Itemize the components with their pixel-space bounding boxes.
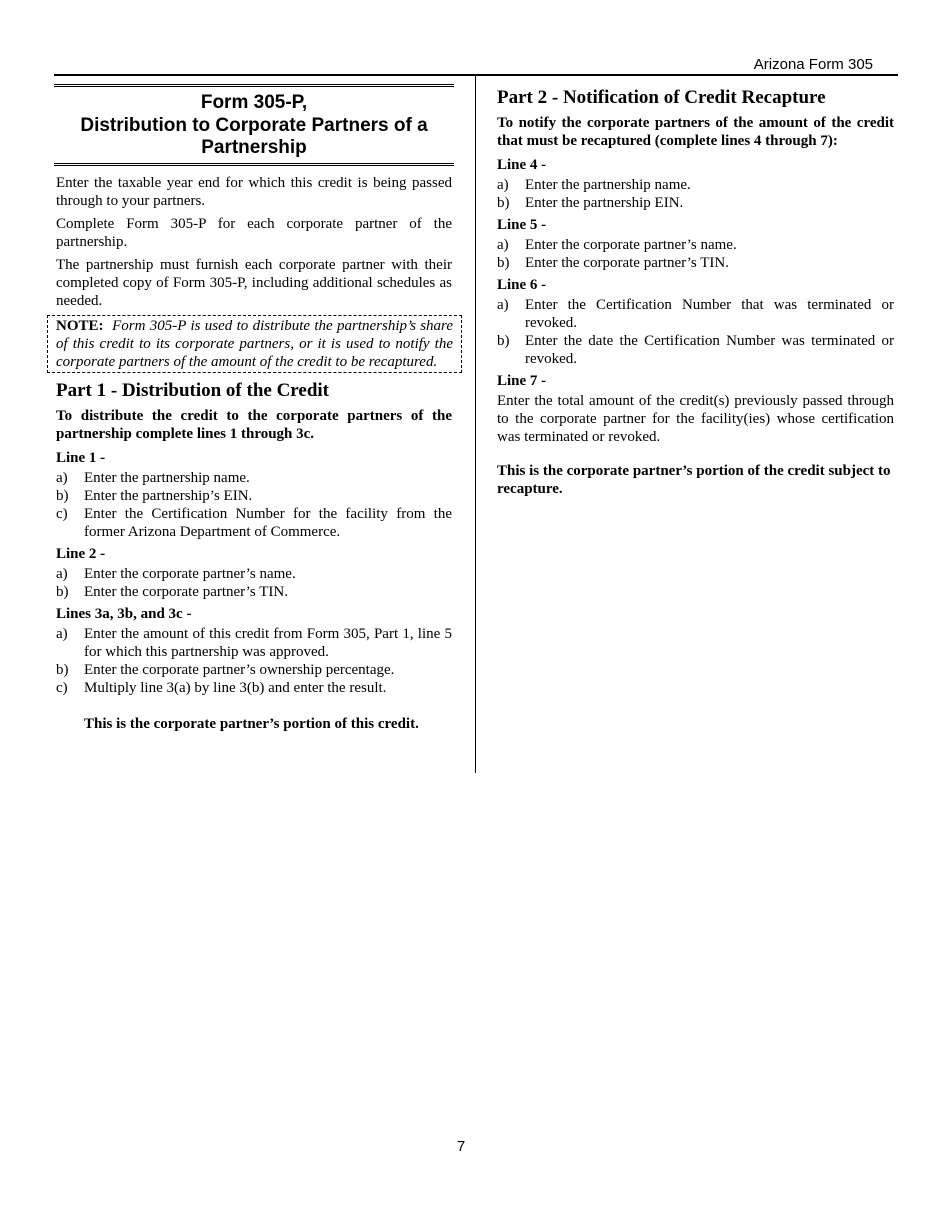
intro-paragraph-3: The partnership must furnish each corporate partner with their completed copy of Form 305-P, including additional schedules as needed. (56, 256, 452, 309)
header-rule (54, 74, 898, 76)
line2-heading: Line 2 - (56, 545, 106, 562)
intro-paragraph-2: Complete Form 305-P for each corporate partner of the partnership. (56, 215, 452, 250)
left-column (56, 84, 452, 733)
part2-closing: This is the corporate partner’s portion of the credit subject to recapture. (497, 463, 891, 497)
list-item: c) Enter the Certification Number for the facility from the former Arizona Department of Commerce. (56, 505, 452, 540)
list-item: b) Enter the corporate partner’s TIN. (56, 583, 288, 600)
line5-list (497, 236, 894, 272)
list-item: a) Enter the corporate partner’s name. (56, 565, 296, 582)
line5-heading: Line 5 - (497, 217, 547, 233)
list-item: b) Enter the corporate partner’s TIN. (497, 255, 729, 271)
form-title-line1: Form 305-P, (200, 92, 308, 113)
page-number: 7 (456, 1138, 466, 1155)
list-item: a) Enter the amount of this credit from Form 305, Part 1, line 5 for which this partnership was approved. (56, 625, 452, 660)
part1-heading: Part 1 - Distribution of the Credit (56, 379, 330, 401)
line7-heading: Line 7 - (497, 373, 547, 389)
form-label: Arizona Form 305 (753, 56, 873, 73)
line1-list (56, 469, 452, 541)
form-title-line3: Partnership (201, 137, 307, 158)
list-item: b) Enter the date the Certification Number was terminated or revoked. (497, 333, 894, 367)
list-item: a) Enter the partnership name. (56, 469, 250, 486)
line6-heading: Line 6 - (497, 277, 547, 293)
list-item: a) Enter the partnership name. (497, 177, 691, 193)
line3-list (56, 625, 452, 697)
list-item: b) Enter the partnership’s EIN. (56, 487, 253, 504)
line3-heading: Lines 3a, 3b, and 3c - (56, 605, 192, 622)
line2-list (56, 565, 452, 601)
form-title (54, 84, 454, 166)
line6-list (497, 296, 894, 368)
part2-lead: To notify the corporate partners of the amount of the credit that must be recaptured (complete lines 4 through 7): (497, 115, 894, 149)
list-item: c) Multiply line 3(a) by line 3(b) and enter the result. (56, 679, 387, 696)
intro-paragraph-1: Enter the taxable year end for which this credit is being passed through to your partners. (56, 174, 452, 209)
list-item: b) Enter the partnership EIN. (497, 195, 684, 211)
line1-heading: Line 1 - (56, 449, 106, 466)
line7-text: Enter the total amount of the credit(s) previously passed through to the corporate partner for the facility(ies) whose certification was terminated or revoked. (497, 393, 894, 445)
line4-heading: Line 4 - (497, 157, 547, 173)
column-divider (475, 76, 476, 773)
list-item: b) Enter the corporate partner’s ownership percentage. (56, 661, 395, 678)
right-column (497, 84, 894, 498)
line4-list (497, 176, 894, 212)
list-item: a) Enter the corporate partner’s name. (497, 237, 737, 253)
note-label: NOTE: (56, 317, 104, 334)
note-box (47, 315, 462, 373)
part1-closing: This is the corporate partner’s portion of this credit. (84, 715, 419, 732)
part2-heading: Part 2 - Notification of Credit Recapture (497, 87, 826, 108)
part1-lead: To distribute the credit to the corporate partners of the partnership complete lines 1 through 3c. (56, 407, 452, 442)
form-title-line2: Distribution to Corporate Partners of a (80, 114, 428, 136)
list-item: a) Enter the Certification Number that was terminated or revoked. (497, 297, 894, 331)
note-text: Form 305-P is used to distribute the partnership’s share of this credit to its corporate partners, or it is used to notify the corporate partners of the amount of the credit to be recaptured. (56, 317, 453, 370)
